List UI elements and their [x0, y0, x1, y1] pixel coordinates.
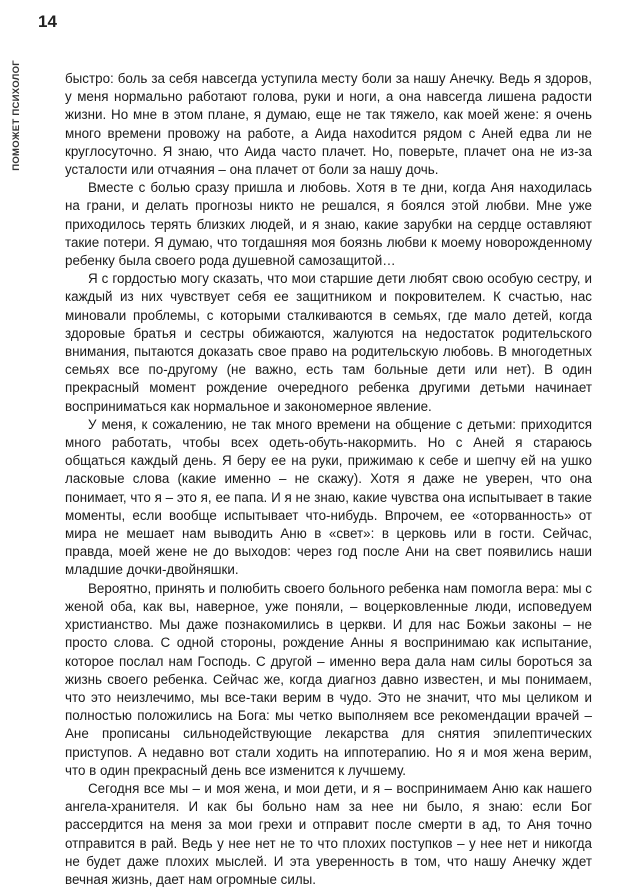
paragraph: Сегодня все мы – и моя жена, и мои дети, и я – воспринимаем Аню как нашего ангела-хранителя. И как бы больно нам за нее ни было, я знаю: если Бог рассердится на меня за мои грехи и отправит после смерти в ад, то Аня точно отправится в рай. Ведь у нее нет не то что плохих поступков – у нее нет и никогда не будет даже плохих мыслей. И эта уверенность в том, что нашу Анечку ждет вечная жизнь, дает нам огромные силы. — [65, 780, 592, 887]
running-head — [5, 60, 27, 171]
paragraph: Вероятно, принять и полюбить своего больного ребенка нам помогла вера: мы с женой оба, как вы, наверное, уже поняли, – воцерковленные люди, исповедуем христианство. Мы даже познакомились в церкви. И для нас Божьи законы – не просто слова. С одной стороны, рождение Анны я воспринимаю как испытание, которое послал нам Господь. С другой – именно вера дала нам силы бороться за жизнь своего ребенка. Сейчас же, когда диагноз давно известен, и мы понимаем, что это неизлечимо, мы все-таки верим в чудо. Это не значит, что мы целиком и полностью положились на Бога: мы четко выполняем все рекомендации врачей – Ане прописаны сильнодействующие лекарства для снятия эпилептических приступов. А недавно вот стали ходить на иппотерапию. Но я и моя жена верим, что в один прекрасный день все изменится к лучшему. — [65, 580, 592, 778]
running-head-text: ПОМОЖЕТ ПСИХОЛОГ — [10, 60, 22, 171]
body-text — [65, 70, 592, 889]
paragraph: Я с гордостью могу сказать, что мои старшие дети любят свою особую сестру, и каждый из них чувствует себя ее защитником и покровителем. К счастью, нас миновали проблемы, с которыми сталкиваются в семьях, где мало детей, когда здоровые братья и сестры обижаются, жалуются на недостаток родительского внимания, пытаются доказать свое право на родительскую любовь. В многодетных семьях все по-другому (не важно, есть там больные дети или нет). В один прекрасный момент рождение очередного ребенка другими детьми начинает восприниматься как нормальное и закономерное явление. — [65, 271, 592, 414]
paragraph: Вместе с болью сразу пришла и любовь. Хотя в те дни, когда Аня находилась на грани, и делать прогнозы никто не решался, я боялся этой любви. Мне уже приходилось терять близких людей, и я знаю, какие зарубки на сердце оставляют такие потери. Я думаю, что тогдашняя моя боязнь любви к моему новорожденному ребенку была своего рода душевной самозащитой… — [65, 180, 592, 269]
page-number: 14 — [38, 12, 57, 31]
paragraph: У меня, к сожалению, не так много времени на общение с детьми: приходится много работать, чтобы всех одеть-обуть-накормить. Но с Аней я стараюсь общаться каждый день. Я беру ее на руки, прижимаю к себе и шепчу ей на ушко ласковые слова (какие именно – не скажу). Хотя я даже не уверен, что она понимает, что я – это я, ее папа. И я не знаю, какие чувства она испытывает в такие моменты, если вообще испытывает что-нибудь. Впрочем, ее «оторванность» от мира не мешает нам выводить Аню в «свет»: в церковь или в гости. Сейчас, правда, моей жене не до выходов: через год после Ани на свет появились наши младшие дочки-двойняшки. — [65, 416, 592, 578]
paragraph: быстро: боль за себя навсегда уступила месту боли за нашу Анечку. Ведь я здоров, у меня нормально работают голова, руки и ноги, а она навсегда лишена радости жизни. Но мне в этом плане, я думаю, еще не так тяжело, как моей жене: я очень много времени провожу на работе, а Аида нахоdится рядом с Аней едва ли не круглосуточно. Я знаю, что Аида часто плачет. Но, поверьте, плачет она не из-за усталости или отчаяния – она плачет от боли за нашу дочь. — [65, 71, 592, 178]
